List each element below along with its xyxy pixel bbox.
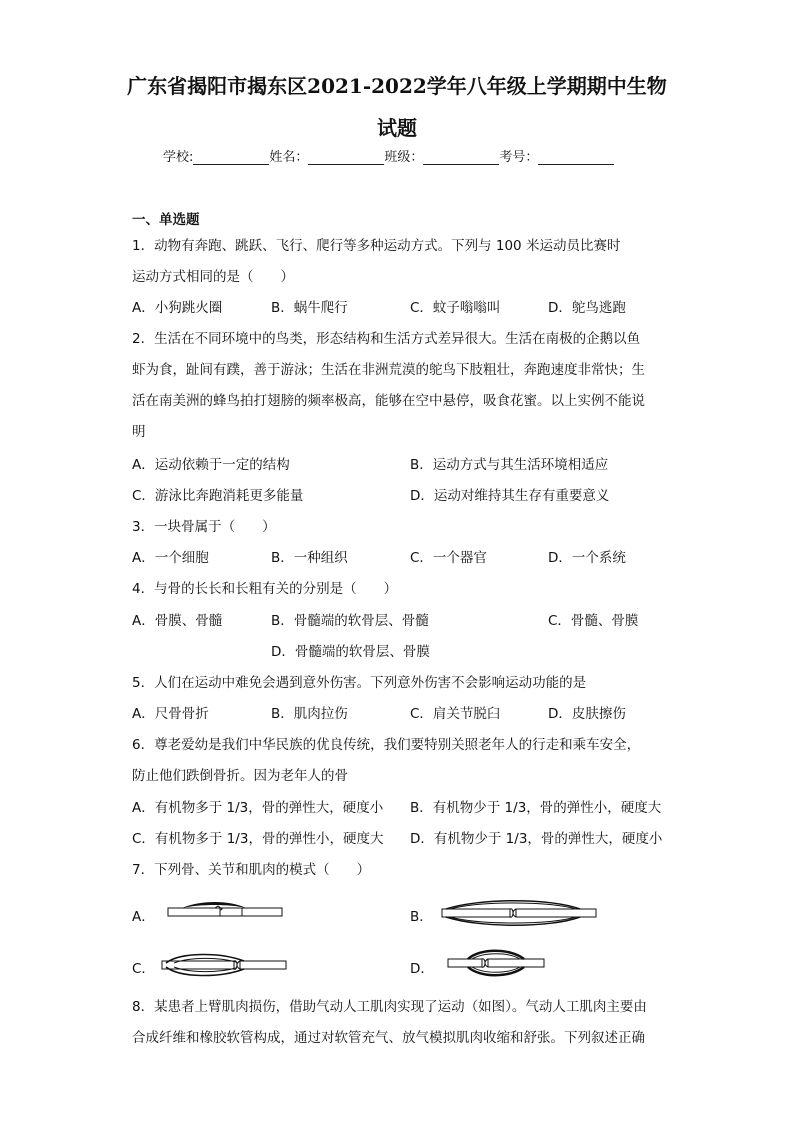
- student-info-row: [163, 146, 614, 165]
- question-6-option-a: A．有机物多于 1/3，骨的弹性大，硬度小: [132, 800, 384, 816]
- question-1-option-a: A．小狗跳火圈: [132, 300, 223, 316]
- bone-muscle-diagram-a: [160, 898, 285, 928]
- question-5-option-c: C．肩关节脱臼: [410, 706, 501, 722]
- page-title-line2: 试题: [377, 116, 417, 140]
- question-6-line-2: 防止他们跌倒骨折。因为老年人的骨: [132, 768, 348, 784]
- question-3-option-d: D．一个系统: [548, 550, 626, 566]
- question-6-option-d: D．有机物少于 1/3，骨的弹性大，硬度小: [410, 831, 663, 847]
- question-1-line-2: 运动方式相同的是（ ）: [132, 269, 294, 285]
- question-7-line-1: 7．下列骨、关节和肌肉的模式（ ）: [132, 862, 371, 878]
- question-6-line-1: 6．尊老爱幼是我们中华民族的优良传统，我们要特别关照老年人的行走和乘车安全，: [132, 737, 641, 753]
- question-5-option-d: D．皮肤擦伤: [548, 706, 626, 722]
- school-label: 学校:: [163, 150, 194, 165]
- name-label: 姓名：: [269, 150, 309, 165]
- question-5-option-a: A．尺骨骨折: [132, 706, 209, 722]
- question-2-line-3: 活在南美洲的蜂鸟拍打翅膀的频率极高，能够在空中悬停，吸食花蜜。以上实例不能说: [132, 393, 645, 409]
- question-2-line-1: 2．生活在不同环境中的鸟类，形态结构和生活方式差异很大。生活在南极的企鹅以鱼: [132, 331, 641, 347]
- section-heading: 一、单选题: [132, 212, 200, 228]
- bone-muscle-diagram-b: [440, 896, 600, 930]
- question-4-line-1: 4．与骨的长长和长粗有关的分别是（ ）: [132, 581, 398, 597]
- question-2-option-a: A．运动依赖于一定的结构: [132, 457, 290, 473]
- question-7-option-a: A．: [132, 909, 155, 925]
- question-4-option-d: D．骨髓端的软骨层、骨膜: [271, 644, 430, 660]
- number-label: 考号：: [499, 150, 539, 165]
- question-7-option-b: B．: [410, 909, 433, 925]
- question-1-option-c: C．蚊子嗡嗡叫: [410, 300, 501, 316]
- question-1-option-d: D．鸵鸟逃跑: [548, 300, 626, 316]
- question-4-option-b: B．骨髓端的软骨层、骨髓: [271, 613, 429, 629]
- question-5-line-1: 5．人们在运动中难免会遇到意外伤害。下列意外伤害不会影响运动功能的是: [132, 675, 587, 691]
- question-2-option-c: C．游泳比奔跑消耗更多能量: [132, 488, 304, 504]
- question-6-option-b: B．有机物少于 1/3，骨的弹性小，硬度大: [410, 800, 662, 816]
- question-8-line-1: 8．某患者上臂肌肉损伤，借助气动人工肌肉实现了运动（如图）。气动人工肌肉主要由: [132, 999, 647, 1015]
- question-1-line-1: 1．动物有奔跑、跳跃、飞行、爬行等多种运动方式。下列与 100 米运动员比赛时: [132, 238, 621, 254]
- question-2-option-d: D．运动对维持其生存有重要意义: [410, 488, 610, 504]
- number-blank: [538, 151, 614, 165]
- question-4-option-a: A．骨膜、骨髓: [132, 613, 223, 629]
- bone-muscle-diagram-d: [440, 946, 550, 980]
- question-7-option-c: C．: [132, 961, 155, 977]
- school-blank: [193, 151, 269, 165]
- bone-muscle-diagram-c: [160, 948, 290, 982]
- question-1-option-b: B．蜗牛爬行: [271, 300, 348, 316]
- class-blank: [423, 151, 499, 165]
- question-6-option-c: C．有机物多于 1/3，骨的弹性小，硬度大: [132, 831, 384, 847]
- question-3-option-b: B．一种组织: [271, 550, 348, 566]
- question-3-option-c: C．一个器官: [410, 550, 487, 566]
- question-3-option-a: A．一个细胞: [132, 550, 209, 566]
- question-2-option-b: B．运动方式与其生活环境相适应: [410, 457, 609, 473]
- question-7-option-d: D．: [410, 961, 434, 977]
- question-2-line-2: 虾为食，趾间有蹼，善于游泳；生活在非洲荒漠的鸵鸟下肢粗壮，奔跑速度非常快；生: [132, 362, 645, 378]
- question-4-option-c: C．骨髓、骨膜: [548, 613, 639, 629]
- question-8-line-2: 合成纤维和橡胶软管构成，通过对软管充气、放气模拟肌肉收缩和舒张。下列叙述正确: [132, 1030, 645, 1046]
- page-title-line1: 广东省揭阳市揭东区2021-2022学年八年级上学期期中生物: [127, 74, 667, 98]
- name-blank: [308, 151, 384, 165]
- question-2-line-4: 明: [132, 424, 146, 440]
- class-label: 班级：: [384, 150, 424, 165]
- question-3-line-1: 3．一块骨属于（ ）: [132, 519, 276, 535]
- question-5-option-b: B．肌肉拉伤: [271, 706, 348, 722]
